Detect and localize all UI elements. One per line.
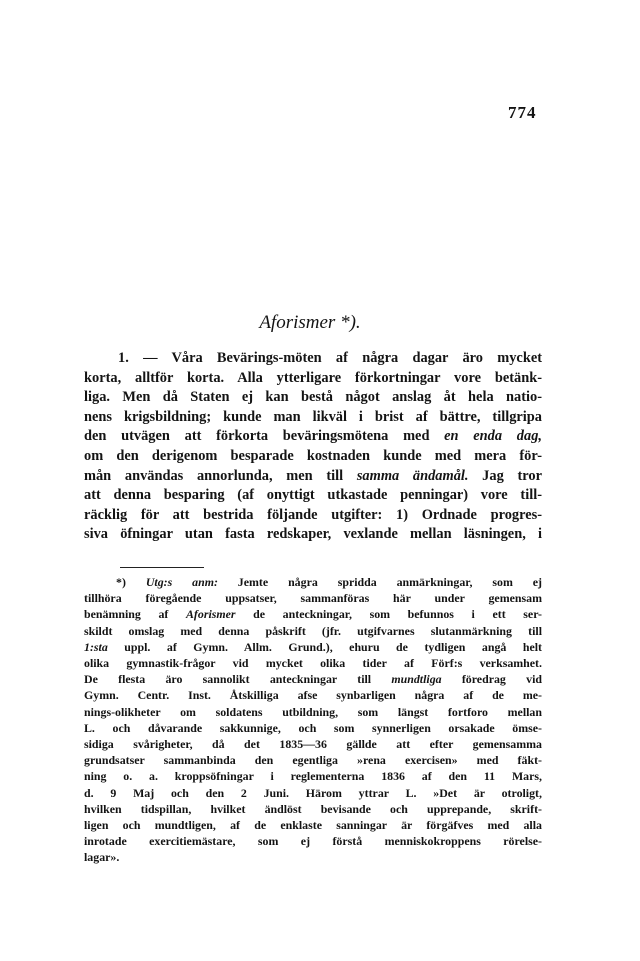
section-heading xyxy=(0,312,620,334)
footnote-italic: 1:sta xyxy=(84,639,108,654)
footnote-line: hvilken tidspillan, hvilket ändlöst bevisande och upprepande, skrift- xyxy=(84,801,542,816)
footnote-line: sidiga svårigheter, då det 1835—36 gällde att efter gemensamma xyxy=(84,737,542,752)
body-line-text: mån användas annorlunda, men till xyxy=(84,467,357,484)
footnote-lead: Utg:s anm: xyxy=(145,575,218,589)
footnote-line: d. 9 Maj och den 2 Juni. Härom yttrar L. »Det är otroligt, xyxy=(84,785,542,800)
footnote xyxy=(84,574,542,866)
footnote-line: grundsatser sammanbinda den egentliga »rena exercisen» med fäkt- xyxy=(84,753,542,768)
footnote-line-text: De flesta äro sannolikt anteckningar till xyxy=(84,672,392,687)
footnote-line-text: föredrag vid xyxy=(441,672,542,687)
footnote-line: nings-olikheter om soldatens utbildning, som längst fortforo mellan xyxy=(84,704,542,719)
footnote-line xyxy=(84,671,542,687)
body-line xyxy=(84,467,542,487)
body-line: om den derigenom besparade kostnaden kunde med mera för- xyxy=(84,447,542,464)
footnote-line: lagar». xyxy=(84,850,120,865)
page-number: 774 xyxy=(508,103,537,122)
body-paragraph xyxy=(84,349,542,545)
footnote-line: skildt omslag med denna påskrift (jfr. utgifvarnes slutanmärkning till xyxy=(84,623,542,638)
footnote-line: ning o. a. kroppsöfningar i reglementerna 1836 af den 11 Mars, xyxy=(84,769,542,784)
body-line: nens krigsbildning; kunde man likväl i brist af bättre, tillgripa xyxy=(84,408,542,425)
footnote-line-text: benämning af xyxy=(84,607,186,622)
body-line: räcklig för att bestrida följande utgifter: 1) Ordnade progres- xyxy=(84,506,542,523)
footnote-line-text: Jemte några spridda anmärkningar, som ej xyxy=(217,575,542,589)
footnote-marker: *) xyxy=(116,575,146,589)
footnote-line-text: uppl. af Gymn. Allm. Grund.), ehuru de tydligen angå helt xyxy=(107,639,542,654)
footnote-line xyxy=(84,606,542,622)
footnote-line-text: de anteckningar, som befunnos i ett ser- xyxy=(235,607,542,622)
footnote-line xyxy=(84,639,542,655)
body-line: siva öfningar utan fasta redskaper, vexlande mellan läsningen, i xyxy=(84,526,542,543)
footnote-divider xyxy=(120,567,204,568)
footnote-line: Gymn. Centr. Inst. Åtskilliga afse synbarligen några af de me- xyxy=(84,688,542,703)
footnote-line: tillhöra föregående uppsatser, sammanföras här under gemensam xyxy=(84,591,542,606)
footnote-italic: mundtliga xyxy=(391,672,442,687)
footnote-line: L. och dåvarande sakkunnige, och som synnerligen orsakade ömse- xyxy=(84,720,542,735)
footnote-italic: Aforismer xyxy=(185,607,236,622)
body-line: liga. Men då Staten ej kan bestå något anslag åt hela natio- xyxy=(84,389,542,406)
footnote-line xyxy=(84,574,542,590)
heading-title: Aforismer xyxy=(259,312,336,333)
footnote-line: inrotade exercitiemästare, som ej förstå menniskokroppens rörelse- xyxy=(84,834,542,849)
heading-footnote-marker: *). xyxy=(335,312,361,333)
body-italic-phrase: samma ändamål. xyxy=(356,467,469,484)
body-line: 1. — Våra Bevärings-möten af några dagar äro mycket xyxy=(118,350,542,366)
body-italic-phrase: en enda dag, xyxy=(444,428,542,445)
body-line xyxy=(84,427,542,447)
body-line: att denna besparing (af onyttigt utkastade penningar) vore till- xyxy=(84,487,542,504)
footnote-line: olika gymnastik-frågor vid mycket olika tider af Förf:s verksamhet. xyxy=(84,656,542,671)
body-line-text: Jag tror xyxy=(468,467,542,484)
body-line-text: den utvägen att förkorta beväringsmötena med xyxy=(84,428,445,445)
footnote-line: ligen och mundtligen, af de enklaste sanningar är förgäfves med alla xyxy=(84,818,542,833)
body-line: korta, alltför korta. Alla ytterligare förkortningar vore betänk- xyxy=(84,369,542,386)
